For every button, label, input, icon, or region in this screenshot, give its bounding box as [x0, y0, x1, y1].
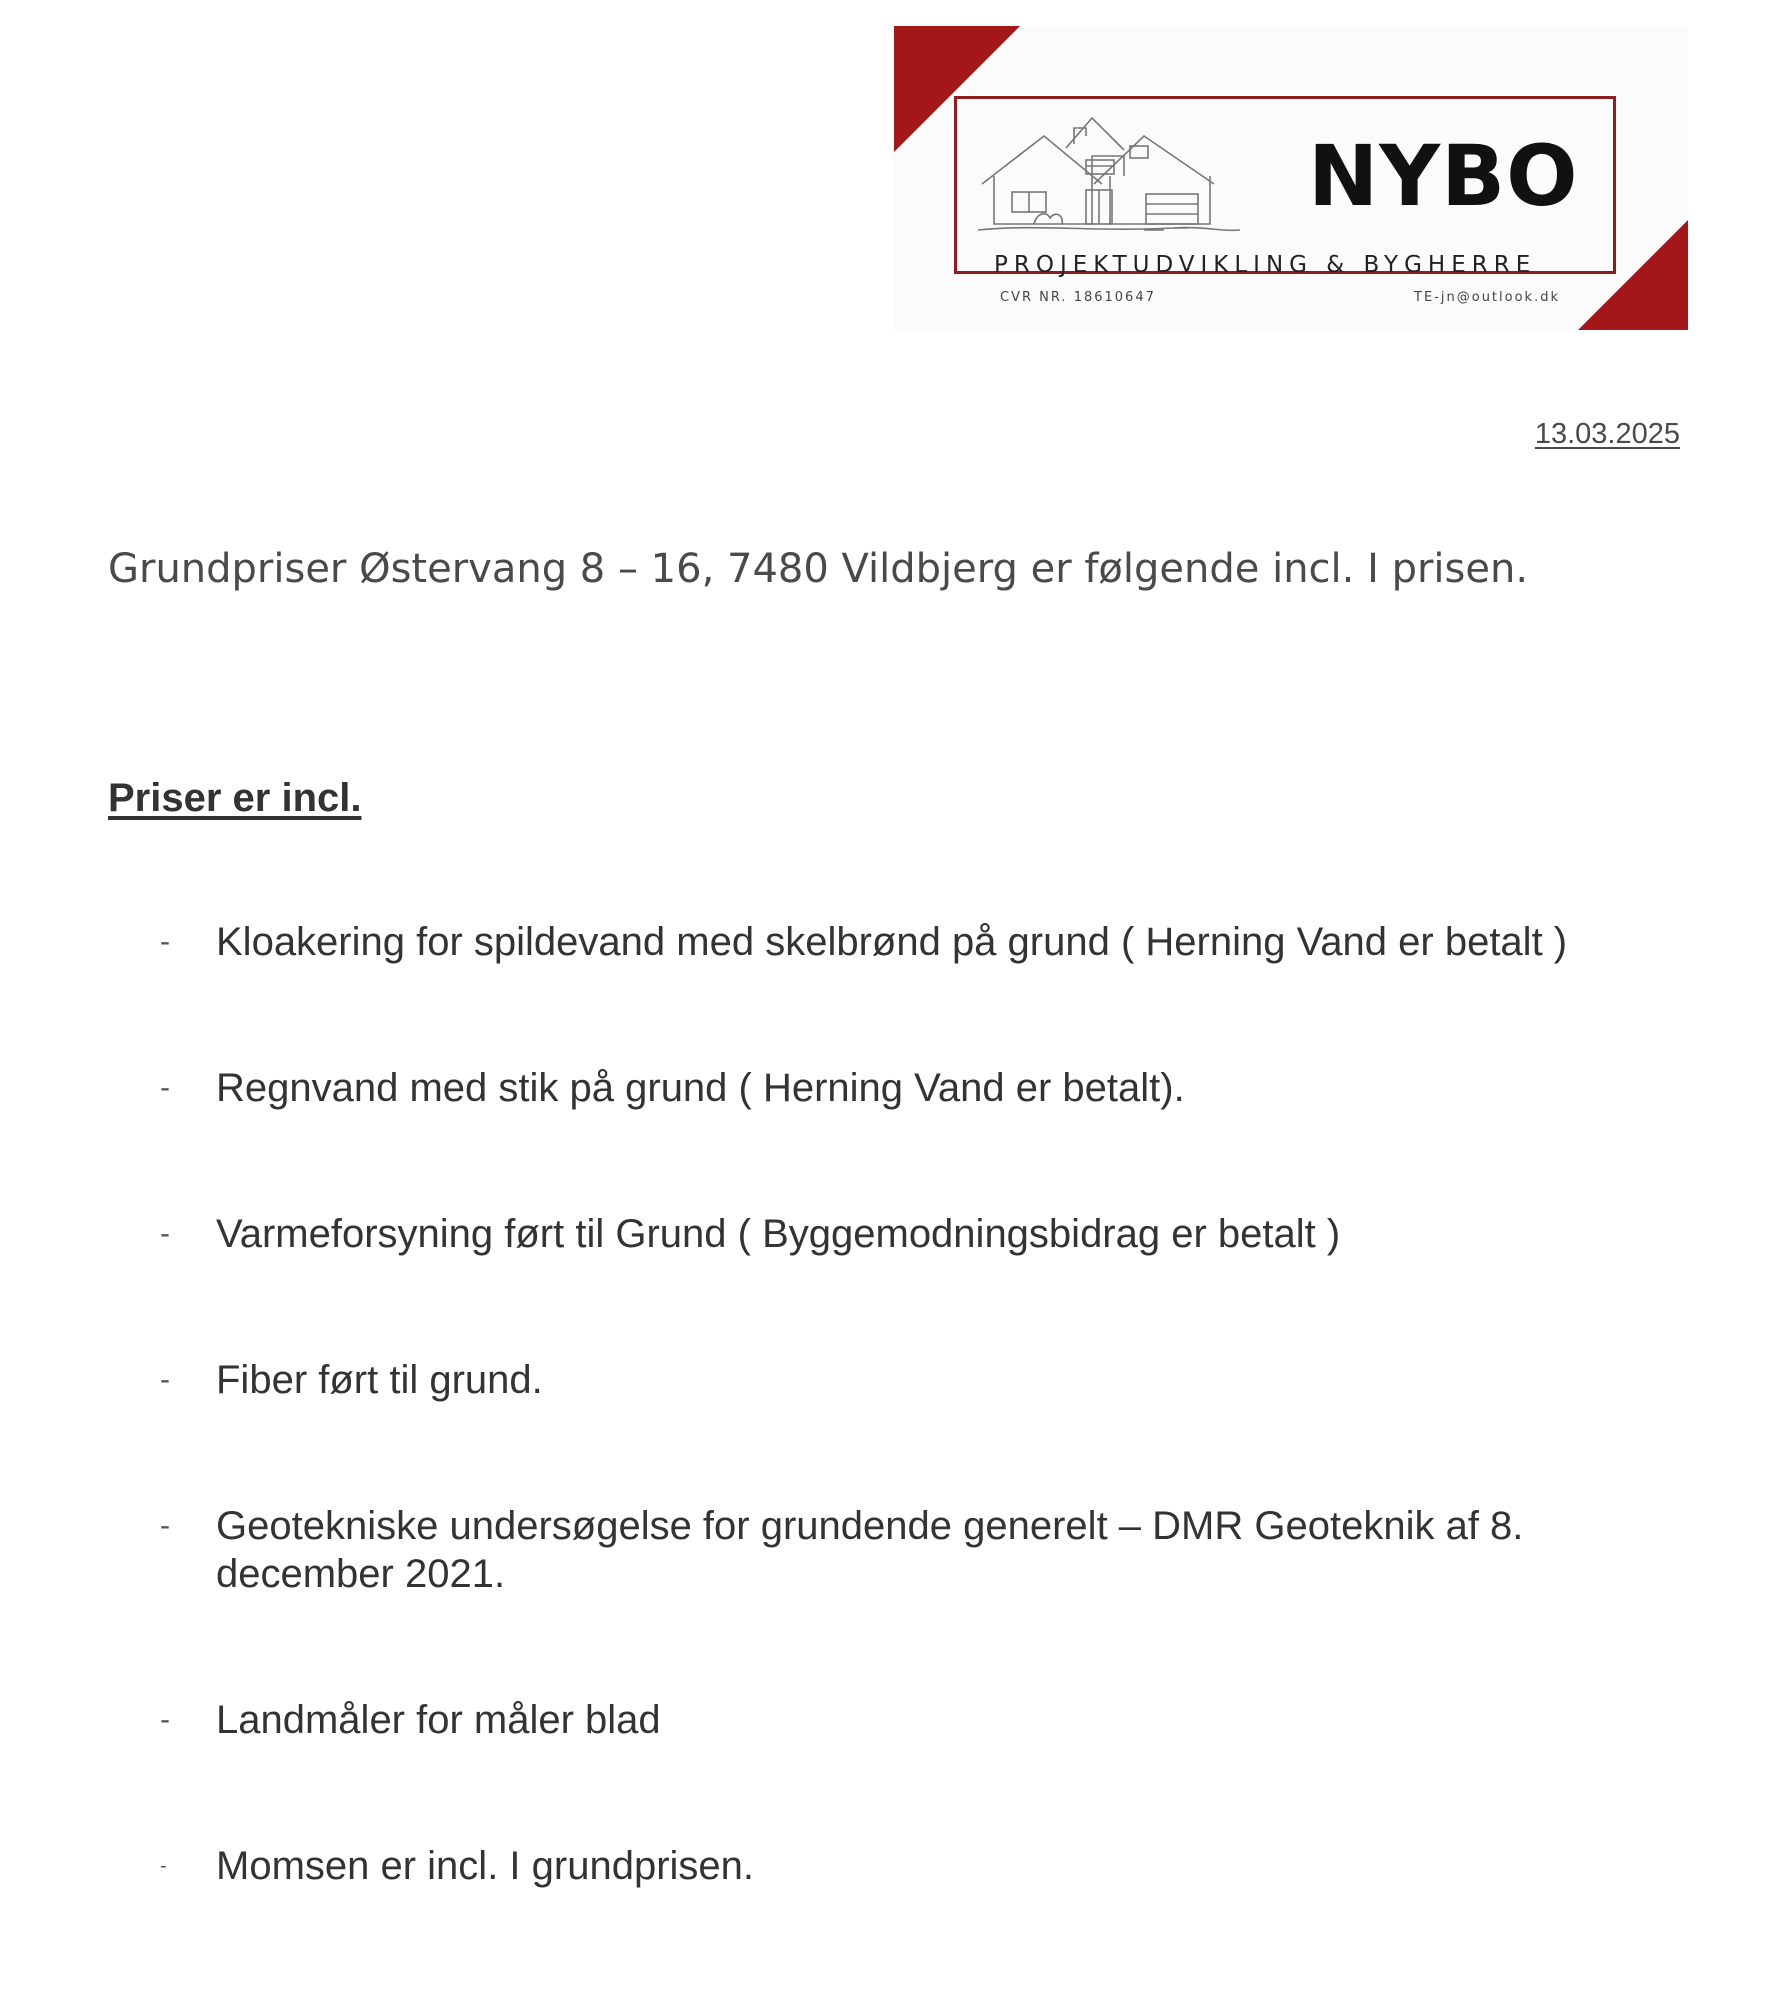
list-item-text: Fiber ført til grund.: [216, 1358, 543, 1402]
document-intro: Grundpriser Østervang 8 – 16, 7480 Vildbjerg er følgende incl. I prisen.: [108, 546, 1529, 592]
list-dash: -: [160, 1217, 170, 1250]
company-logo: [894, 26, 1688, 330]
list-item: [160, 1842, 1700, 1890]
list-item-text: Kloakering for spildevand med skelbrønd på grund ( Herning Vand er betalt ): [216, 920, 1568, 964]
list-item: [160, 1502, 1700, 1598]
cvr-number: CVR NR. 18610647: [1000, 290, 1156, 305]
list-dash: -: [160, 1703, 170, 1736]
list-item: [160, 1356, 1700, 1404]
list-item: [160, 1696, 1700, 1744]
list-dash: -: [160, 1855, 167, 1877]
house-illustration-icon: [974, 106, 1244, 246]
list-dash: -: [160, 1071, 170, 1104]
list-item-text: Geotekniske undersøgelse for grundende generelt – DMR Geoteknik af 8. december 2021.: [216, 1504, 1524, 1596]
list-item-text: Regnvand med stik på grund ( Herning Vand er betalt).: [216, 1066, 1185, 1110]
document-date: 13.03.2025: [1534, 418, 1680, 450]
list-dash: -: [160, 1363, 170, 1396]
list-dash: -: [160, 1509, 170, 1542]
list-item: [160, 1064, 1700, 1112]
list-item-text: Landmåler for måler blad: [216, 1698, 661, 1742]
list-dash: -: [160, 925, 170, 958]
brand-name: NYBO: [1308, 127, 1579, 225]
list-item: [160, 918, 1700, 966]
list-item-text: Varmeforsyning ført til Grund ( Byggemodningsbidrag er betalt ): [216, 1212, 1341, 1256]
list-item-text: Momsen er incl. I grundprisen.: [216, 1844, 755, 1888]
contact-email: TE-jn@outlook.dk: [1414, 290, 1560, 305]
list-item: [160, 1210, 1700, 1258]
section-title: Priser er incl.: [108, 776, 362, 820]
brand-tagline: PROJEKTUDVIKLING & BYGHERRE: [994, 252, 1537, 278]
